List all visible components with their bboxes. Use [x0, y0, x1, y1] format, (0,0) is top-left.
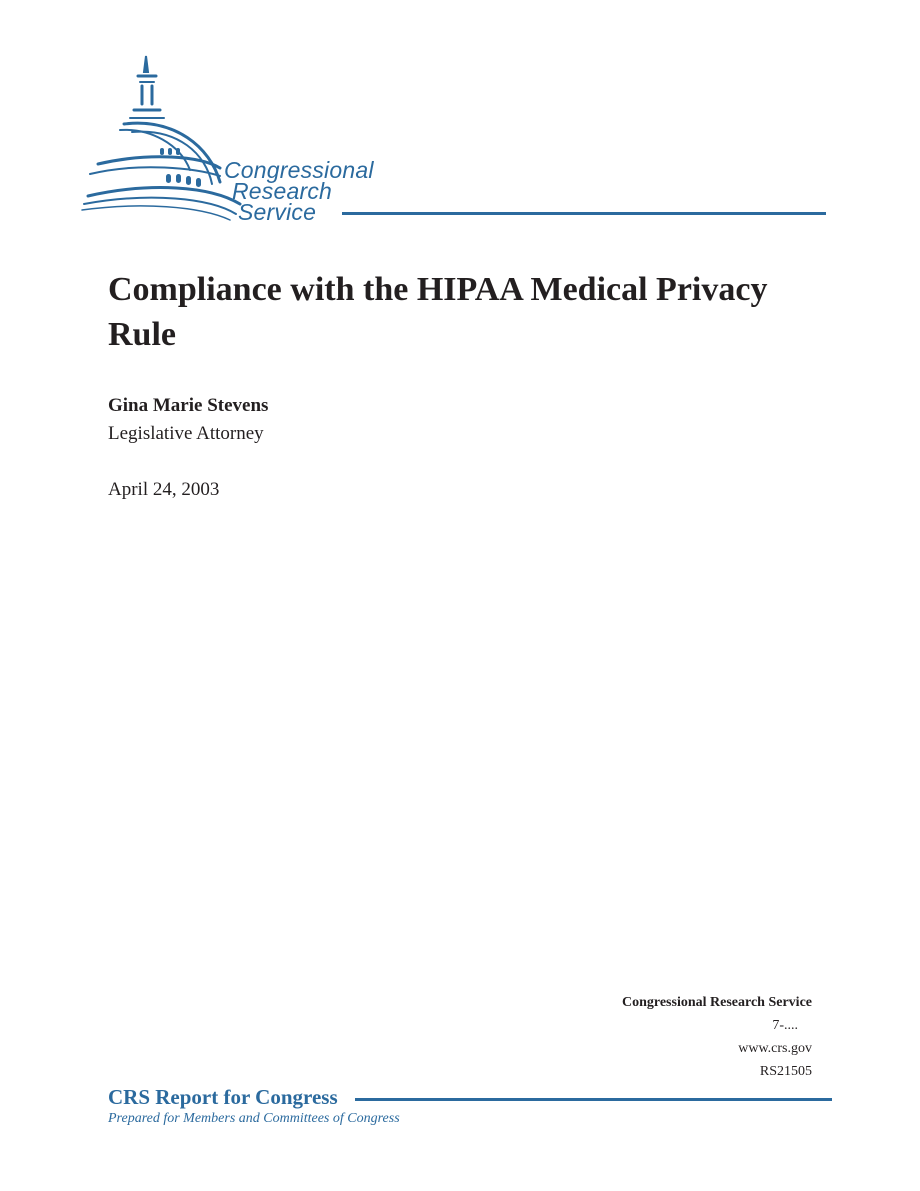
- organization-name: Congressional Research Service: [621, 995, 812, 1010]
- logo-line-research: Research: [232, 178, 333, 204]
- logo-line-service: Service: [238, 199, 317, 225]
- footer-subtitle: Prepared for Members and Committees of Congress: [108, 1111, 400, 1126]
- footer-divider: [355, 1098, 832, 1101]
- author-role: Legislative Attorney: [108, 423, 264, 444]
- logo-line-congressional: Congressional: [224, 157, 374, 183]
- author-name: Gina Marie Stevens: [108, 395, 269, 416]
- report-title: Compliance with the HIPAA Medical Privacy Rule: [108, 271, 768, 353]
- report-number: RS21505: [759, 1064, 812, 1079]
- report-date: April 24, 2003: [108, 479, 220, 500]
- phone-number: 7-....: [772, 1018, 798, 1033]
- logo-divider: [342, 212, 826, 215]
- footer-title: CRS Report for Congress: [108, 1085, 338, 1109]
- website-link[interactable]: www.crs.gov: [738, 1041, 812, 1056]
- contact-block: [622, 991, 812, 1083]
- crs-logo: [80, 52, 830, 227]
